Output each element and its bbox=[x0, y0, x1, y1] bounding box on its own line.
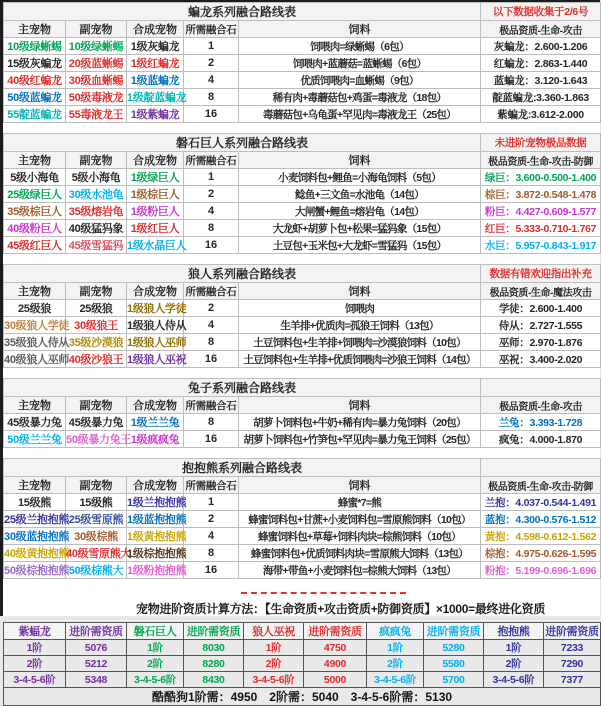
quality-stats-cell: 棕巨：3.872-0.548-1.478 bbox=[481, 186, 601, 203]
calc-value-cell: 1阶 bbox=[244, 640, 304, 656]
fusion-row bbox=[4, 351, 601, 368]
sub-pet-cell: 15级熊 bbox=[66, 494, 127, 511]
calc-column-header: 紫蝠龙 bbox=[4, 623, 66, 640]
feed-recipe-cell: 胡萝卜饲料包+牛奶+稀有肉=暴力兔饲料（20包） bbox=[239, 414, 481, 431]
main-pet-cell: 40级粉巨人 bbox=[4, 220, 66, 237]
calc-value-cell: 4900 bbox=[304, 656, 367, 672]
stones-count-cell: 4 bbox=[184, 72, 239, 89]
table-title-row bbox=[4, 459, 601, 477]
calc-value-cell: 3-4-5-6阶 bbox=[244, 672, 304, 688]
main-pet-cell: 50级蓝蝙龙 bbox=[4, 89, 66, 106]
calc-value-cell: 5280 bbox=[424, 640, 484, 656]
feed-recipe-cell: 蜂蜜饲料包+优质饲料肉块=雪原熊大饲料（13包） bbox=[239, 545, 481, 562]
column-header: 饲料 bbox=[239, 21, 481, 38]
fusion-table-3 bbox=[3, 264, 601, 368]
stones-count-cell: 8 bbox=[184, 334, 239, 351]
calc-column-header: 磐石巨人 bbox=[127, 623, 184, 640]
quality-stats-cell: 靛蓝蝙龙:3.360-1.863 bbox=[481, 89, 601, 106]
main-pet-cell: 30级蓝抱抱熊 bbox=[4, 528, 66, 545]
sub-pet-cell: 45级暴力兔 bbox=[66, 414, 127, 431]
sub-pet-cell: 30级棕熊 bbox=[66, 528, 127, 545]
calc-value-cell: 5348 bbox=[66, 672, 127, 688]
main-pet-cell: 55靛蓝蝙龙 bbox=[4, 106, 66, 123]
quality-stats-cell: 红巨：5.333-0.710-1.767 bbox=[481, 220, 601, 237]
calc-column-header: 进阶需资质 bbox=[544, 623, 601, 640]
column-header: 副宠物 bbox=[66, 397, 127, 414]
column-header: 主宠物 bbox=[4, 477, 66, 494]
quality-stats-cell: 灰蝙龙：2.600-1.206 bbox=[481, 38, 601, 55]
feed-recipe-cell: 蜂蜜饲料包+甘蔗+小麦饲料包=雪原熊饲料（10包） bbox=[239, 511, 481, 528]
column-header: 副宠物 bbox=[66, 152, 127, 169]
calc-header-row bbox=[4, 623, 601, 640]
quality-stats-cell: 巫师：2.970-1.876 bbox=[481, 334, 601, 351]
fusion-tables-container bbox=[3, 2, 600, 579]
sub-pet-cell: 10级绿蜥蜴 bbox=[66, 38, 127, 55]
fusion-row bbox=[4, 334, 601, 351]
sub-pet-cell: 40级猛犸象 bbox=[66, 220, 127, 237]
calc-value-cell: 7290 bbox=[544, 656, 601, 672]
result-pet-cell: 1级红蝙龙 bbox=[127, 55, 184, 72]
fusion-row bbox=[4, 494, 601, 511]
calc-value-cell: 1阶 bbox=[484, 640, 544, 656]
calc-value-cell: 2阶 bbox=[484, 656, 544, 672]
fusion-row bbox=[4, 545, 601, 562]
calc-value-cell: 7233 bbox=[544, 640, 601, 656]
main-pet-cell: 30级狼人学徒 bbox=[4, 317, 66, 334]
main-pet-cell: 25级兰抱抱熊 bbox=[4, 511, 66, 528]
table-header-row bbox=[4, 152, 601, 169]
column-header: 主宠物 bbox=[4, 152, 66, 169]
main-pet-cell: 45级暴力兔 bbox=[4, 414, 66, 431]
result-pet-cell: 1级蓝抱抱熊 bbox=[127, 511, 184, 528]
fusion-row bbox=[4, 511, 601, 528]
fusion-row bbox=[4, 300, 601, 317]
result-pet-cell: 1级绿巨人 bbox=[127, 169, 184, 186]
calc-value-cell: 2阶 bbox=[127, 656, 184, 672]
quality-stats-cell: 兰抱：4.037-0.544-1.491 bbox=[481, 494, 601, 511]
sub-pet-cell: 50级棕熊大 bbox=[66, 562, 127, 579]
table-title: 兔子系列融合路线表 bbox=[4, 379, 481, 397]
column-header: 合成宠物 bbox=[127, 477, 184, 494]
column-header: 饲料 bbox=[239, 283, 481, 300]
fusion-table-2 bbox=[3, 133, 601, 254]
feed-recipe-cell: 胡萝卜饲料包+竹笋包+罕见肉=暴力兔王饲料（25包） bbox=[239, 431, 481, 448]
fusion-row bbox=[4, 186, 601, 203]
table-corner-note: 以下数据收集于2/6号 bbox=[481, 3, 601, 21]
stones-count-cell: 8 bbox=[184, 89, 239, 106]
calc-value-cell: 2阶 bbox=[4, 656, 66, 672]
red-strikethrough-mark bbox=[241, 592, 406, 594]
main-pet-cell: 40级红蝙龙 bbox=[4, 72, 66, 89]
calc-value-cell: 2阶 bbox=[367, 656, 424, 672]
column-header: 主宠物 bbox=[4, 21, 66, 38]
column-header: 所需融合石 bbox=[184, 283, 239, 300]
feed-recipe-cell: 小麦饲料包+鲤鱼=小海龟饲料（5包） bbox=[239, 169, 481, 186]
result-pet-cell: 1级粉抱抱熊 bbox=[127, 562, 184, 579]
sub-pet-cell: 5级小海龟 bbox=[66, 169, 127, 186]
sub-pet-cell: 55毒液龙王 bbox=[66, 106, 127, 123]
table-header-row bbox=[4, 397, 601, 414]
stones-count-cell: 16 bbox=[184, 237, 239, 254]
result-pet-cell: 1级狼人巫祝 bbox=[127, 351, 184, 368]
calc-column-header: 进阶需资质 bbox=[66, 623, 127, 640]
result-pet-cell: 1级疯疯兔 bbox=[127, 431, 184, 448]
quality-stats-cell: 兰兔：3.393-1.728 bbox=[481, 414, 601, 431]
calc-value-cell: 1阶 bbox=[4, 640, 66, 656]
table-title: 蝙龙系列融合路线表 bbox=[4, 3, 481, 21]
feed-recipe-cell: 土豆饲料包+生羊排+饲喂肉=沙漠狼饲料（10包） bbox=[239, 334, 481, 351]
feed-recipe-cell: 生羊排+优质肉=孤狼王饲料（13包） bbox=[239, 317, 481, 334]
main-pet-cell: 40级黄抱抱熊 bbox=[4, 545, 66, 562]
sub-pet-cell: 30级血蜥蜴 bbox=[66, 72, 127, 89]
sub-pet-cell: 35级沙漠狼 bbox=[66, 334, 127, 351]
calc-value-cell: 3-4-5-6阶 bbox=[127, 672, 184, 688]
fusion-row bbox=[4, 528, 601, 545]
column-header: 主宠物 bbox=[4, 397, 66, 414]
quality-stats-cell: 粉巨：4.427-0.609-1.577 bbox=[481, 203, 601, 220]
table-header-row bbox=[4, 283, 601, 300]
result-pet-cell: 1级靛蓝蝙龙 bbox=[127, 89, 184, 106]
sub-pet-cell: 40级雪原熊大 bbox=[66, 545, 127, 562]
main-pet-cell: 25级狼 bbox=[4, 300, 66, 317]
calc-value-cell: 3-4-5-6阶 bbox=[4, 672, 66, 688]
stones-count-cell: 16 bbox=[184, 351, 239, 368]
quality-stats-cell: 巫祝：3.400-2.020 bbox=[481, 351, 601, 368]
table-title: 狼人系列融合路线表 bbox=[4, 265, 481, 283]
column-header: 饲料 bbox=[239, 152, 481, 169]
quality-stats-cell: 黄抱：4.598-0.612-1.562 bbox=[481, 528, 601, 545]
feed-recipe-cell: 大龙虾+胡萝卜包+松果=猛犸象（15包） bbox=[239, 220, 481, 237]
table-corner-note bbox=[481, 459, 601, 477]
column-header: 极品资质-生命-攻击-防御 bbox=[481, 152, 601, 169]
result-pet-cell: 1级狼人巫师 bbox=[127, 334, 184, 351]
main-pet-cell: 50级棕抱抱熊 bbox=[4, 562, 66, 579]
quality-stats-cell: 疯兔：4.000-1.870 bbox=[481, 431, 601, 448]
table-corner-note: 未进阶宠物极品数据 bbox=[481, 134, 601, 152]
feed-recipe-cell: 饲喂肉=绿蜥蜴（6包） bbox=[239, 38, 481, 55]
calc-row bbox=[4, 672, 601, 688]
fusion-row bbox=[4, 55, 601, 72]
calc-footer-row bbox=[4, 688, 601, 706]
feed-recipe-cell: 蜂蜜饲料包+草莓+饲料肉块=棕熊饲料（10包） bbox=[239, 528, 481, 545]
feed-recipe-cell: 土豆饲料包+生羊排+优质饲喂肉=沙狼王饲料（14包） bbox=[239, 351, 481, 368]
sub-pet-cell: 45级雪猛犸 bbox=[66, 237, 127, 254]
column-header: 合成宠物 bbox=[127, 21, 184, 38]
calc-value-cell: 8030 bbox=[184, 640, 244, 656]
stones-count-cell: 2 bbox=[184, 55, 239, 72]
calc-value-cell: 5076 bbox=[66, 640, 127, 656]
table-corner-note: 数据有错欢迎指出补充 bbox=[481, 265, 601, 283]
column-header: 合成宠物 bbox=[127, 283, 184, 300]
table-title: 抱抱熊系列融合路线表 bbox=[4, 459, 481, 477]
column-header: 所需融合石 bbox=[184, 21, 239, 38]
result-pet-cell: 1级红巨人 bbox=[127, 220, 184, 237]
calc-value-cell: 4750 bbox=[304, 640, 367, 656]
stones-count-cell: 1 bbox=[184, 38, 239, 55]
redacted-note-row bbox=[3, 589, 600, 597]
table-header-row bbox=[4, 21, 601, 38]
calc-value-cell: 3-4-5-6阶 bbox=[484, 672, 544, 688]
calc-value-cell: 5700 bbox=[424, 672, 484, 688]
fusion-row bbox=[4, 431, 601, 448]
calc-value-cell: 2阶 bbox=[244, 656, 304, 672]
table-header-row bbox=[4, 477, 601, 494]
result-pet-cell: 1级狼人侍从 bbox=[127, 317, 184, 334]
main-pet-cell: 5级小海龟 bbox=[4, 169, 66, 186]
calc-column-header: 进阶需资质 bbox=[184, 623, 244, 640]
fusion-row bbox=[4, 203, 601, 220]
main-pet-cell: 50级兰兰兔 bbox=[4, 431, 66, 448]
table-title: 磐石巨人系列融合路线表 bbox=[4, 134, 481, 152]
feed-recipe-cell: 海带+带鱼+小麦饲料包=棕熊大饲料（13包） bbox=[239, 562, 481, 579]
quality-stats-cell: 粉抱：5.199-0.696-1.696 bbox=[481, 562, 601, 579]
sub-pet-cell: 35级熔岩龟 bbox=[66, 203, 127, 220]
main-pet-cell: 45级红巨人 bbox=[4, 237, 66, 254]
stones-count-cell: 4 bbox=[184, 317, 239, 334]
quality-stats-cell: 侍从：2.727-1.555 bbox=[481, 317, 601, 334]
fusion-row bbox=[4, 317, 601, 334]
sub-pet-cell: 30级水池龟 bbox=[66, 186, 127, 203]
calc-row bbox=[4, 640, 601, 656]
column-header: 所需融合石 bbox=[184, 397, 239, 414]
advancement-formula: 宠物进阶资质计算方法：【生命资质+攻击资质+防御资质】×1000=最终进化资质 bbox=[136, 602, 546, 616]
fusion-row bbox=[4, 414, 601, 431]
calc-value-cell: 5580 bbox=[424, 656, 484, 672]
result-pet-cell: 1级兰兰兔 bbox=[127, 414, 184, 431]
sub-pet-cell: 25级雪原熊 bbox=[66, 511, 127, 528]
quality-stats-cell: 蓝蝙龙：3.120-1.643 bbox=[481, 72, 601, 89]
fusion-table-5 bbox=[3, 458, 601, 579]
main-pet-cell: 15级熊 bbox=[4, 494, 66, 511]
stones-count-cell: 8 bbox=[184, 545, 239, 562]
column-header: 合成宠物 bbox=[127, 152, 184, 169]
feed-recipe-cell: 饲喂肉 bbox=[239, 300, 481, 317]
result-pet-cell: 1级粉巨人 bbox=[127, 203, 184, 220]
result-pet-cell: 1级灰蝙龙 bbox=[127, 38, 184, 55]
table-corner-note bbox=[481, 379, 601, 397]
calc-value-cell: 8280 bbox=[184, 656, 244, 672]
main-pet-cell: 15级灰蝙龙 bbox=[4, 55, 66, 72]
stones-count-cell: 2 bbox=[184, 511, 239, 528]
calc-value-cell: 1阶 bbox=[127, 640, 184, 656]
result-pet-cell: 1级紫蝙龙 bbox=[127, 106, 184, 123]
quality-stats-cell: 学徒：2.600-1.400 bbox=[481, 300, 601, 317]
feed-recipe-cell: 稀有肉+毒蘑菇包+鸡蛋=毒液龙（18包） bbox=[239, 89, 481, 106]
quality-stats-cell: 紫蝙龙:3.612-2.000 bbox=[481, 106, 601, 123]
quality-stats-cell: 红蝙龙：2.863-1.440 bbox=[481, 55, 601, 72]
calc-value-cell: 5000 bbox=[304, 672, 367, 688]
fusion-row bbox=[4, 562, 601, 579]
stones-count-cell: 2 bbox=[184, 186, 239, 203]
feed-recipe-cell: 优质饲喂肉=血蜥蜴（9包） bbox=[239, 72, 481, 89]
quality-stats-cell: 棕抱：4.975-0.626-1.595 bbox=[481, 545, 601, 562]
column-header: 极品资质-生命-攻击-防御 bbox=[481, 477, 601, 494]
sub-pet-cell: 40级沙狼王 bbox=[66, 351, 127, 368]
main-pet-cell: 10级绿蜥蜴 bbox=[4, 38, 66, 55]
sub-pet-cell: 20级蓝蜥蜴 bbox=[66, 55, 127, 72]
quality-stats-cell: 水巨：5.957-0.843-1.917 bbox=[481, 237, 601, 254]
calc-value-cell: 1阶 bbox=[367, 640, 424, 656]
calc-column-header: 抱抱熊 bbox=[484, 623, 544, 640]
column-header: 副宠物 bbox=[66, 21, 127, 38]
main-pet-cell: 25级绿巨人 bbox=[4, 186, 66, 203]
table-title-row bbox=[4, 134, 601, 152]
calc-column-header: 狼人巫祝 bbox=[244, 623, 304, 640]
column-header: 饲料 bbox=[239, 477, 481, 494]
fusion-row bbox=[4, 89, 601, 106]
calc-column-header: 进阶需资质 bbox=[424, 623, 484, 640]
stones-count-cell: 1 bbox=[184, 169, 239, 186]
table-title-row bbox=[4, 379, 601, 397]
column-header: 副宠物 bbox=[66, 283, 127, 300]
column-header: 饲料 bbox=[239, 397, 481, 414]
column-header: 所需融合石 bbox=[184, 477, 239, 494]
column-header: 副宠物 bbox=[66, 477, 127, 494]
stones-count-cell: 4 bbox=[184, 203, 239, 220]
fusion-row bbox=[4, 38, 601, 55]
fusion-row bbox=[4, 237, 601, 254]
fusion-row bbox=[4, 106, 601, 123]
column-header: 极品资质-生命-魔法攻击 bbox=[481, 283, 601, 300]
fusion-table-4 bbox=[3, 378, 601, 448]
main-pet-cell: 35级棕巨人 bbox=[4, 203, 66, 220]
sub-pet-cell: 25级狼 bbox=[66, 300, 127, 317]
feed-recipe-cell: 蜂蜜*7=熊 bbox=[239, 494, 481, 511]
result-pet-cell: 1级水晶巨人 bbox=[127, 237, 184, 254]
result-pet-cell: 1级棕抱抱熊 bbox=[127, 545, 184, 562]
main-pet-cell: 35级狼人侍从 bbox=[4, 334, 66, 351]
feed-recipe-cell: 鲶鱼+三文鱼=水池龟（14包） bbox=[239, 186, 481, 203]
calc-column-header: 疯疯兔 bbox=[367, 623, 424, 640]
calc-column-header: 进阶需资质 bbox=[304, 623, 367, 640]
sub-pet-cell: 50级毒液龙 bbox=[66, 89, 127, 106]
column-header: 合成宠物 bbox=[127, 397, 184, 414]
column-header: 主宠物 bbox=[4, 283, 66, 300]
stones-count-cell: 16 bbox=[184, 431, 239, 448]
calc-value-cell: 7377 bbox=[544, 672, 601, 688]
fusion-row bbox=[4, 220, 601, 237]
fusion-row bbox=[4, 169, 601, 186]
stones-count-cell: 4 bbox=[184, 528, 239, 545]
advancement-requirements-table bbox=[3, 622, 601, 706]
stones-count-cell: 8 bbox=[184, 220, 239, 237]
quality-stats-cell: 绿巨：3.600-0.500-1.400 bbox=[481, 169, 601, 186]
table-title-row bbox=[4, 3, 601, 21]
result-pet-cell: 1级狼人学徒 bbox=[127, 300, 184, 317]
column-header: 极品资质-生命-攻击 bbox=[481, 397, 601, 414]
column-header: 极品资质-生命-攻击 bbox=[481, 21, 601, 38]
quality-stats-cell: 蓝抱：4.300-0.576-1.512 bbox=[481, 511, 601, 528]
stones-count-cell: 2 bbox=[184, 300, 239, 317]
result-pet-cell: 1级兰抱抱熊 bbox=[127, 494, 184, 511]
sub-pet-cell: 30级狼王 bbox=[66, 317, 127, 334]
stones-count-cell: 16 bbox=[184, 562, 239, 579]
fusion-row bbox=[4, 72, 601, 89]
calc-row bbox=[4, 656, 601, 672]
column-header: 所需融合石 bbox=[184, 152, 239, 169]
stones-count-cell: 16 bbox=[184, 106, 239, 123]
feed-recipe-cell: 饲喂肉+蓝蘑菇=蓝蜥蜴（6包） bbox=[239, 55, 481, 72]
feed-recipe-cell: 大闸蟹+鲤鱼=熔岩龟（14包） bbox=[239, 203, 481, 220]
result-pet-cell: 1级蓝蝙龙 bbox=[127, 72, 184, 89]
feed-recipe-cell: 土豆包+玉米包+大龙虾=雪猛犸（15包） bbox=[239, 237, 481, 254]
feed-recipe-cell: 毒蘑菇包+乌龟蛋+罕见肉=毒液龙王（25包） bbox=[239, 106, 481, 123]
stones-count-cell: 8 bbox=[184, 414, 239, 431]
calc-footer-note: 酷酷狗1阶需：4950 2阶需：5040 3-4-5-6阶需：5130 bbox=[4, 688, 601, 706]
main-pet-cell: 40级狼人巫师 bbox=[4, 351, 66, 368]
result-pet-cell: 1级黄抱抱熊 bbox=[127, 528, 184, 545]
result-pet-cell: 1级棕巨人 bbox=[127, 186, 184, 203]
calc-value-cell: 8430 bbox=[184, 672, 244, 688]
stones-count-cell: 1 bbox=[184, 494, 239, 511]
fusion-table-1 bbox=[3, 2, 601, 123]
calc-value-cell: 3-4-5-6阶 bbox=[367, 672, 424, 688]
calc-value-cell: 5212 bbox=[66, 656, 127, 672]
sub-pet-cell: 50级暴力兔王 bbox=[66, 431, 127, 448]
table-title-row bbox=[4, 265, 601, 283]
